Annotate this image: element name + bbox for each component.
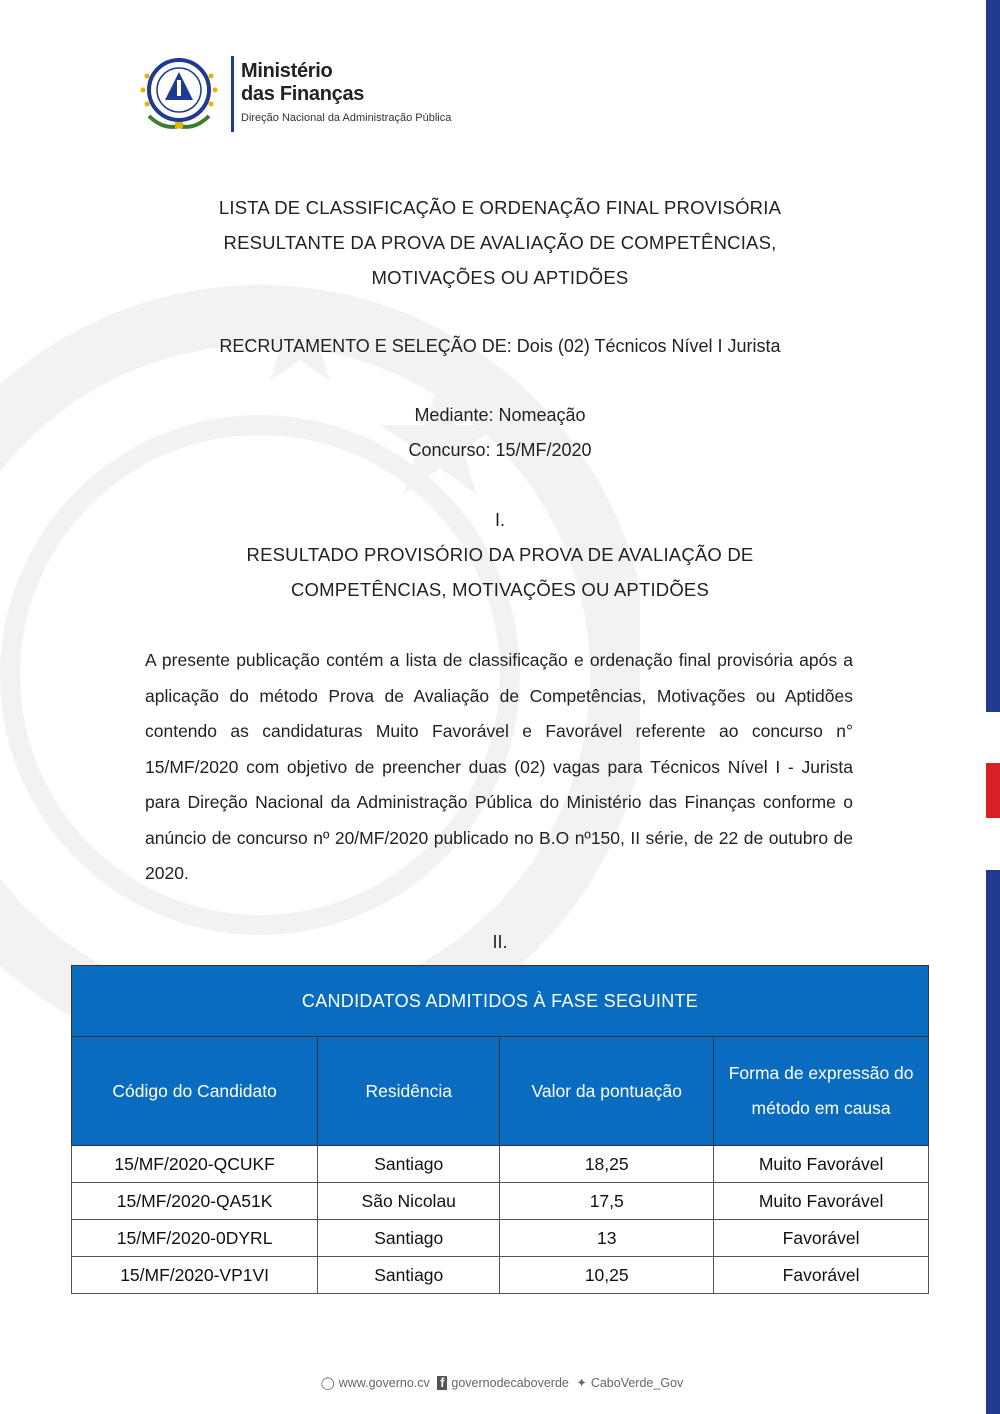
- section2-number: II.: [492, 932, 508, 952]
- header-residence: Residência: [318, 1037, 500, 1146]
- table-row: [72, 1183, 929, 1220]
- logo-directorate: Direção Nacional da Administração Pública: [241, 112, 452, 124]
- footer-website[interactable]: www.governo.cv: [338, 1376, 430, 1390]
- logo-ministry: Ministério: [241, 60, 333, 82]
- table-row: [72, 1220, 929, 1257]
- cell-score: 18,25: [500, 1146, 714, 1183]
- globe-icon: ◯: [320, 1376, 335, 1390]
- cell-code: 15/MF/2020-0DYRL: [72, 1220, 318, 1257]
- cell-expression: Favorável: [714, 1257, 929, 1294]
- header-expression-form: Forma de expressão do método em causa: [714, 1037, 929, 1146]
- doc-title-line1: LISTA DE CLASSIFICAÇÃO E ORDENAÇÃO FINAL PROVISÓRIA: [218, 197, 782, 218]
- cell-expression: Muito Favorável: [714, 1183, 929, 1220]
- section1-heading-line2: COMPETÊNCIAS, MOTIVAÇÕES OU APTIDÕES: [290, 579, 710, 600]
- mediante-line: Mediante: Nomeação: [414, 405, 586, 425]
- cell-residence: Santiago: [318, 1146, 500, 1183]
- table-row: [72, 1146, 929, 1183]
- recruitment-line: RECRUTAMENTO E SELEÇÃO DE: Dois (02) Técnicos Nível I Jurista: [219, 336, 781, 356]
- cell-residence: São Nicolau: [318, 1183, 500, 1220]
- ministry-logo: [133, 52, 473, 137]
- twitter-icon: ✦: [576, 1376, 587, 1390]
- cell-code: 15/MF/2020-VP1VI: [72, 1257, 318, 1294]
- candidates-table: [71, 965, 929, 1294]
- header-score: Valor da pontuação: [500, 1037, 714, 1146]
- cell-score: 17,5: [500, 1183, 714, 1220]
- cell-score: 10,25: [500, 1257, 714, 1294]
- doc-title-line2: RESULTANTE DA PROVA DE AVALIAÇÃO DE COMPETÊNCIAS,: [223, 232, 777, 253]
- page-footer: [0, 1375, 1000, 1390]
- section1-heading-line1: RESULTADO PROVISÓRIO DA PROVA DE AVALIAÇÃO DE: [246, 544, 754, 565]
- facebook-icon: f: [437, 1376, 447, 1390]
- logo-finance: das Finanças: [241, 83, 365, 105]
- cell-residence: Santiago: [318, 1257, 500, 1294]
- footer-facebook[interactable]: governodecaboverde: [451, 1376, 569, 1390]
- side-bar-red: [986, 763, 1000, 818]
- logo-divider: [231, 56, 234, 132]
- section1-paragraph: A presente publicação contém a lista de classificação e ordenação final provisória após a aplicação do método Prova de Avaliação de Competências, Motivações ou Aptidões contendo as candidaturas Muito Favorável e Favorável referente ao concurso n° 15/MF/2020 com objetivo de preencher duas (02) vagas para Técnicos Nível I - Jurista para Direção Nacional da Administração Pública do Ministério das Finanças conforme o anúncio de concurso nº 20/MF/2020 publicado no B.O nº150, II série, de 22 de outubro de 2020.: [145, 650, 853, 883]
- cell-code: 15/MF/2020-QA51K: [72, 1183, 318, 1220]
- cell-expression: Muito Favorável: [714, 1146, 929, 1183]
- doc-title-line3: MOTIVAÇÕES OU APTIDÕES: [371, 267, 629, 288]
- footer-twitter[interactable]: CaboVerde_Gov: [590, 1376, 684, 1390]
- cell-score: 13: [500, 1220, 714, 1257]
- cell-expression: Favorável: [714, 1220, 929, 1257]
- coat-of-arms-seal: [133, 52, 225, 134]
- header-candidate-code: Código do Candidato: [72, 1037, 318, 1146]
- section1-number: I.: [494, 510, 505, 530]
- concurso-line: Concurso: 15/MF/2020: [408, 440, 592, 460]
- cell-residence: Santiago: [318, 1220, 500, 1257]
- table-row: [72, 1257, 929, 1294]
- cell-code: 15/MF/2020-QCUKF: [72, 1146, 318, 1183]
- table-title: CANDIDATOS ADMITIDOS À FASE SEGUINTE: [72, 966, 929, 1037]
